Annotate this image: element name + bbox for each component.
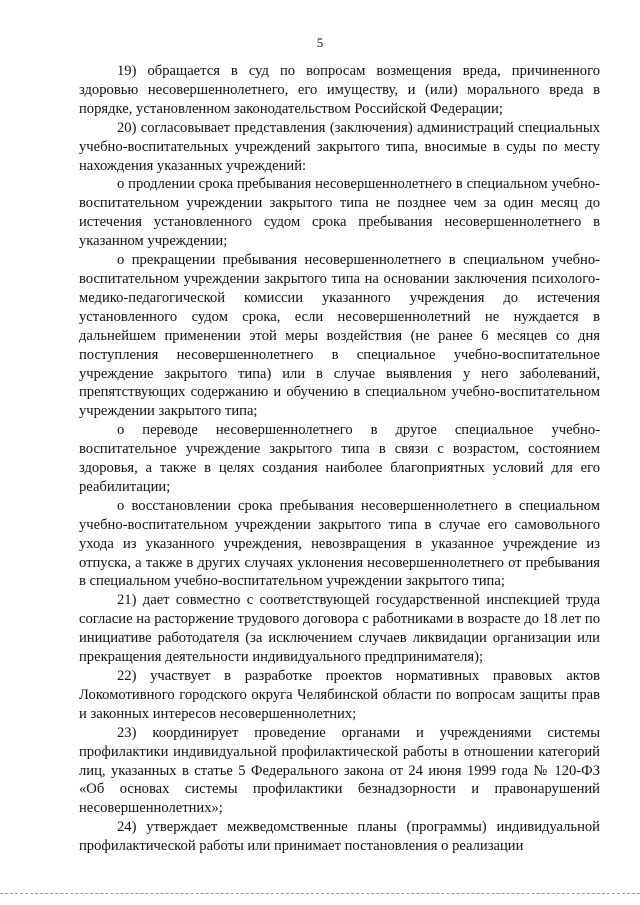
paragraph-subitem-extension: о продлении срока пребывания несовершеннолетнего в специальном учебно-воспитательном учреждении закрытого типа не позднее чем за один месяц до истечения установленного судом срока пребывания несовершеннолетнего в указанном учреждении; [79,176,600,250]
document-body [79,62,600,856]
paragraph-item-24: 24) утверждает межведомственные планы (программы) индивидуальной профилактической работы или принимает постановления о реализации [79,819,600,855]
bottom-divider [0,893,640,894]
paragraph-item-21: 21) дает совместно с соответствующей государственной инспекцией труда согласие на расторжение трудового договора с работниками в возрасте до 18 лет по инициативе работодателя (за исключением случаев ликвидации организации или прекращения деятельности индивидуального предпринимателя); [79,592,600,666]
paragraph-item-23: 23) координирует проведение органами и учреждениями системы профилактики индивидуальной профилактической работы в отношении категорий лиц, указанных в статье 5 Федерального закона от 24 июня 1999 года № 120-ФЗ «Об основах системы профилактики безнадзорности и правонарушений несовершеннолетних»; [79,724,600,817]
paragraph-item-19: 19) обращается в суд по вопросам возмещения вреда, причиненного здоровью несовершеннолетнего, его имуществу, и (или) морального вреда в порядке, установленном законодательством Российской Федерации; [79,63,600,117]
paragraph-item-22: 22) участвует в разработке проектов нормативных правовых актов Локомотивного городского округа Челябинской области по вопросам защиты прав и законных интересов несовершеннолетних; [79,668,600,722]
page-number: 5 [316,35,324,50]
paragraph-subitem-restoration: о восстановлении срока пребывания несовершеннолетнего в специальном учебно-воспитательном учреждении закрытого типа в случае его самовольного ухода из указанного учреждения, невозвращения в указанное учреждение из отпуска, а также в других случаях уклонения несовершеннолетнего от пребывания в специальном учебно-воспитательном учреждении закрытого типа; [79,497,600,590]
paragraph-subitem-transfer: о переводе несовершеннолетнего в другое специальное учебно-воспитательное учреждение закрытого типа в связи с возрастом, состоянием здоровья, а также в целях создания наиболее благоприятных условий для его реабилитации; [79,422,600,495]
paragraph-subitem-termination: о прекращении пребывания несовершеннолетнего в специальном учебно-воспитательном учреждении закрытого типа на основании заключения психолого-медико-педагогической комиссии указанного учреждения до истечения установленного судом срока, если несовершеннолетний не нуждается в дальнейшем применении этой меры воздействия (не ранее 6 месяцев со дня поступления несовершеннолетнего в специальное учебно-воспитательное учреждение закрытого типа) или в случае выявления у него заболеваний, препятствующих содержанию и обучению в специальном учебно-воспитательном учреждении закрытого типа; [79,252,600,420]
paragraph-item-20: 20) согласовывает представления (заключения) администраций специальных учебно-воспитательных учреждений закрытого типа, вносимые в суды по месту нахождения указанных учреждений: [79,119,600,174]
